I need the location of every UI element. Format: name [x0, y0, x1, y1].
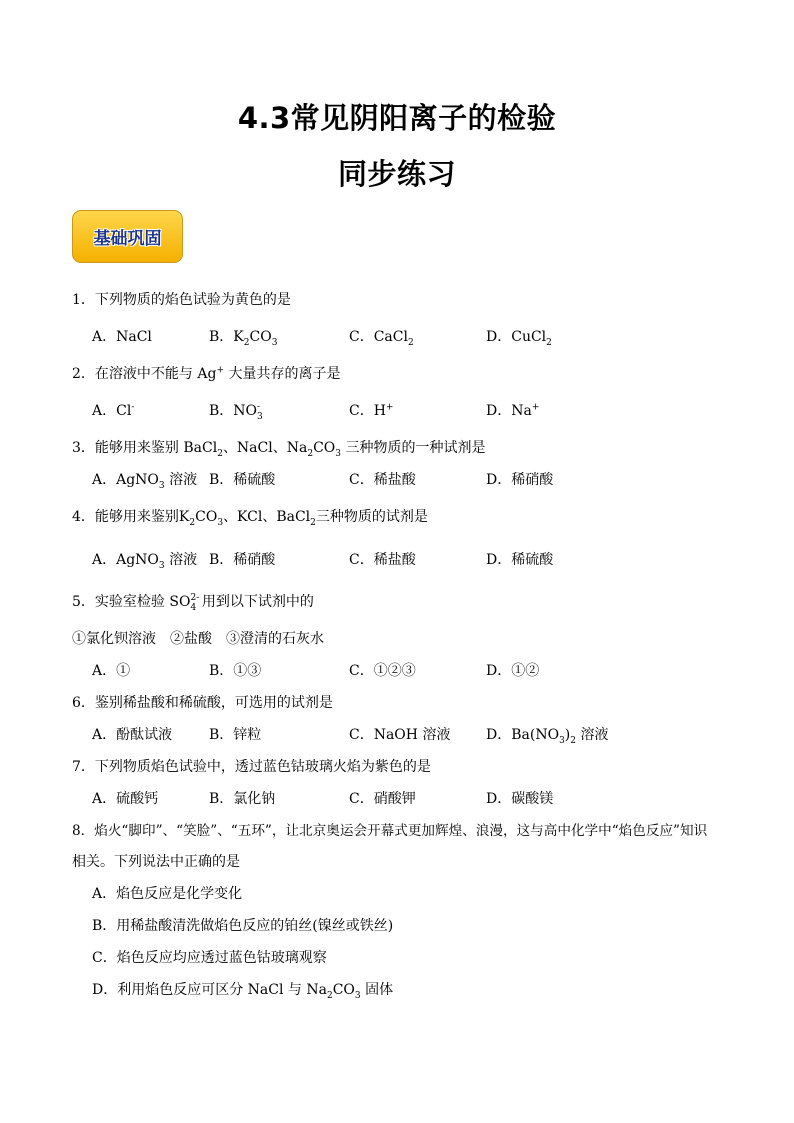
q5-reagent-list: ①氯化钡溶液 ②盐酸 ③澄清的石灰水 [72, 631, 324, 647]
question-2-stem: 2．在溶液中不能与 Ag+ 大量共存的离子是 [72, 365, 341, 382]
page-title: 4.3常见阴阳离子的检验 [237, 101, 557, 135]
q7-option-d: D．碳酸镁 [486, 791, 554, 807]
question-6-stem: 6．鉴别稀盐酸和稀硫酸，可选用的试剂是 [72, 695, 333, 711]
q7-option-c: C．硝酸钾 [349, 791, 416, 807]
q5-option-a: A．① [92, 663, 131, 679]
question-3-stem: 3．能够用来鉴别 BaCl$_2$、NaCl、$Na_2CO_3$ 三种物质的一种试剂是 [72, 440, 486, 459]
q1-option-d: D．CuCl$_2$ [486, 329, 552, 348]
page-subtitle: 同步练习 [337, 157, 456, 191]
q7-option-b: B．氯化钠 [209, 791, 276, 807]
q6-option-c: C．NaOH 溶液 [349, 727, 451, 743]
q5-option-b: B．①③ [209, 663, 262, 679]
q1-option-c: C．CaCl$_2$ [349, 329, 414, 348]
q2-option-b: B．NO - 3 [209, 402, 263, 422]
q4-option-a: A．AgNO$_3$ 溶液 [92, 552, 198, 571]
q3-option-a: A．AgNO$_3$ 溶液 [92, 472, 198, 491]
question-5-stem: 5．实验室检验 SO 2- 4 用到以下试剂中的 [72, 593, 314, 613]
q6-option-d: D．$Ba(NO_3)_2$ 溶液 [486, 727, 609, 746]
q8-option-d: D．利用焰色反应可区分 NaCl 与 $Na_2CO_3$ 固体 [92, 982, 394, 1001]
q3-option-d: D．稀硝酸 [486, 472, 554, 488]
q8-option-c: C．焰色反应均应透过蓝色钴玻璃观察 [92, 950, 327, 966]
question-1-stem: 1．下列物质的焰色试验为黄色的是 [72, 292, 291, 308]
q4-option-c: C．稀盐酸 [349, 552, 416, 568]
question-4-stem: 4．能够用来鉴别$K_2CO_3$、KCl、BaCl$_2$三种物质的试剂是 [72, 509, 428, 528]
q6-option-b: B．锌粒 [209, 727, 262, 743]
section-badge [72, 210, 183, 263]
q2-option-d: D．Na+ [486, 402, 540, 419]
q2-option-c: C．H+ [349, 402, 394, 419]
q2-option-a: A．Cl- [92, 402, 135, 419]
question-7-stem: 7．下列物质焰色试验中，透过蓝色钴玻璃火焰为紫色的是 [72, 759, 431, 775]
question-8-stem-cont: 相关。下列说法中正确的是 [72, 854, 240, 870]
q3-option-c: C．稀盐酸 [349, 472, 416, 488]
question-8-stem: 8．焰火“脚印”、“笑脸”、“五环”，让北京奥运会开幕式更加辉煌、浪漫，这与高中化学中“焰色反应”知识 [72, 823, 708, 839]
q6-option-a: A．酚酞试液 [92, 727, 173, 743]
q3-option-b: B．稀硫酸 [209, 472, 276, 488]
section-label: 基础巩固 [93, 229, 162, 249]
q5-option-d: D．①② [486, 663, 540, 679]
q4-option-b: B．稀硝酸 [209, 552, 276, 568]
q8-option-a: A．焰色反应是化学变化 [92, 886, 243, 902]
q5-option-c: C．①②③ [349, 663, 416, 679]
q1-option-a: A．NaCl [92, 329, 152, 345]
q1-option-b: B．$K_2CO_3$ [209, 329, 278, 348]
q4-option-d: D．稀硫酸 [486, 552, 554, 568]
q7-option-a: A．硫酸钙 [92, 791, 159, 807]
q8-option-b: B．用稀盐酸清洗做焰色反应的铂丝(镍丝或铁丝) [92, 918, 394, 934]
